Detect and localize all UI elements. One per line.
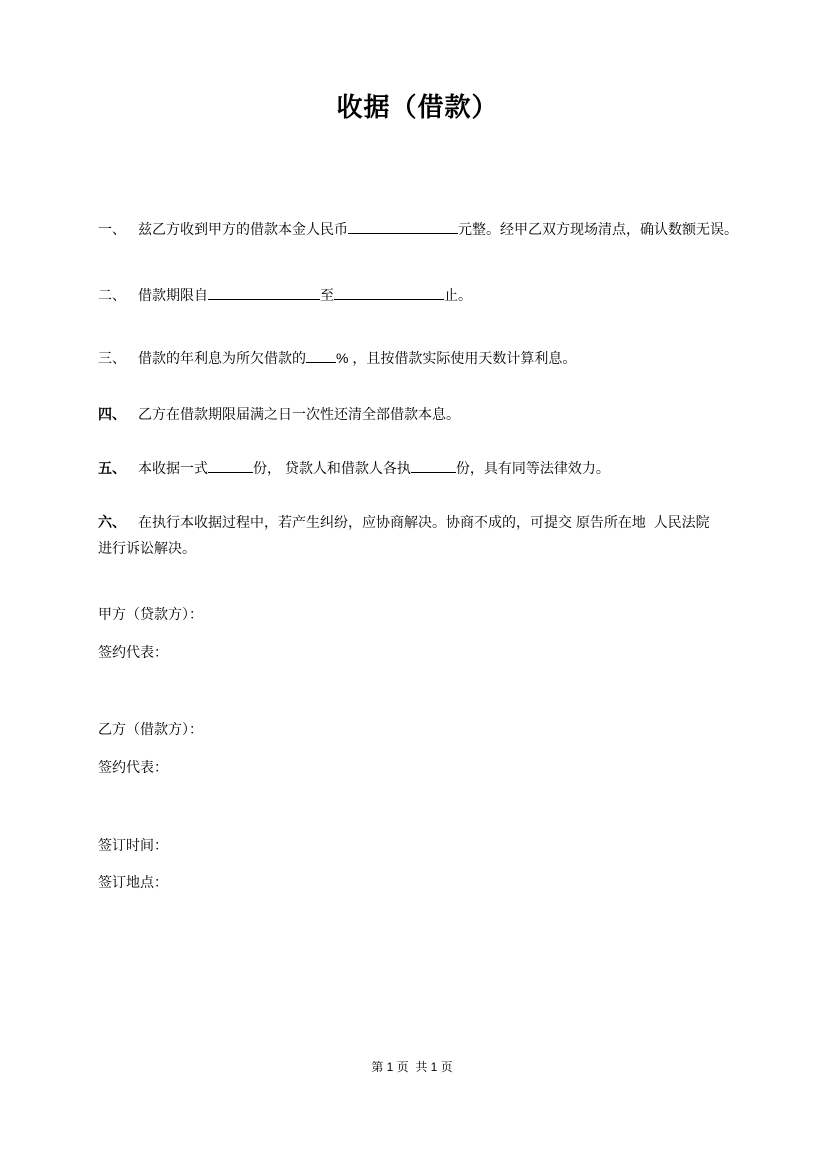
clause-2-text-after: 止。 [444,287,472,303]
interest-rate-fill-in-blank [306,349,336,363]
clause-4-text: 乙方在借款期限届满之日一次性还清全部借款本息。 [138,406,460,422]
clause-1 [98,216,737,242]
clause-5-text: 本收据一式 [138,460,208,476]
clause-6-text-line2: 进行诉讼解决。 [98,540,196,556]
clause-6-text-line1: 在执行本收据过程中，若产生纠纷，应协商解决。协商不成的，可提交 原告所在地 人民法院 [138,514,710,530]
clause-1-text: 兹乙方收到甲方的借款本金人民币 [138,221,348,237]
clause-1-text-after: 元整。经甲乙双方现场清点，确认数额无误。 [458,221,738,237]
signing-time-label: 签订时间： [98,837,168,853]
clause-2-number: 二、 [98,287,126,303]
clause-3 [98,345,737,371]
clause-2 [98,282,737,308]
page-number-indicator: 第 1 页 共 1 页 [371,1060,453,1074]
clause-5-text-mid: 份， 贷款人和借款人各执 [253,460,411,476]
clause-4 [98,401,737,427]
end-date-fill-in-blank [334,286,444,300]
start-date-fill-in-blank [208,286,320,300]
party-b-label: 乙方（借款方）： [98,721,203,737]
party-a-representative-label: 签约代表： [98,644,168,660]
clause-6-number: 六、 [98,514,126,530]
document-title: 收据（借款） [336,93,499,122]
clause-3-number: 三、 [98,350,126,366]
clause-5-text-after: 份，具有同等法律效力。 [455,460,610,476]
clause-2-text: 借款期限自 [138,287,208,303]
clause-3-text-after: % ，且按借款实际使用天数计算利息。 [336,350,577,366]
copies-each-fill-in-blank [411,459,456,473]
party-b-representative-label: 签约代表： [98,759,168,775]
clause-3-text: 借款的年利息为所欠借款的 [138,350,306,366]
clause-5-number: 五、 [98,460,126,476]
clause-2-text-mid: 至 [320,287,334,303]
clause-1-number: 一、 [98,221,126,237]
copies-fill-in-blank [208,459,253,473]
clause-5 [98,455,737,481]
party-a-label: 甲方（贷款方）： [98,606,203,622]
amount-fill-in-blank [348,220,458,234]
signing-place-label: 签订地点： [98,874,168,890]
clause-6 [98,509,737,561]
clause-4-number: 四、 [98,406,126,422]
